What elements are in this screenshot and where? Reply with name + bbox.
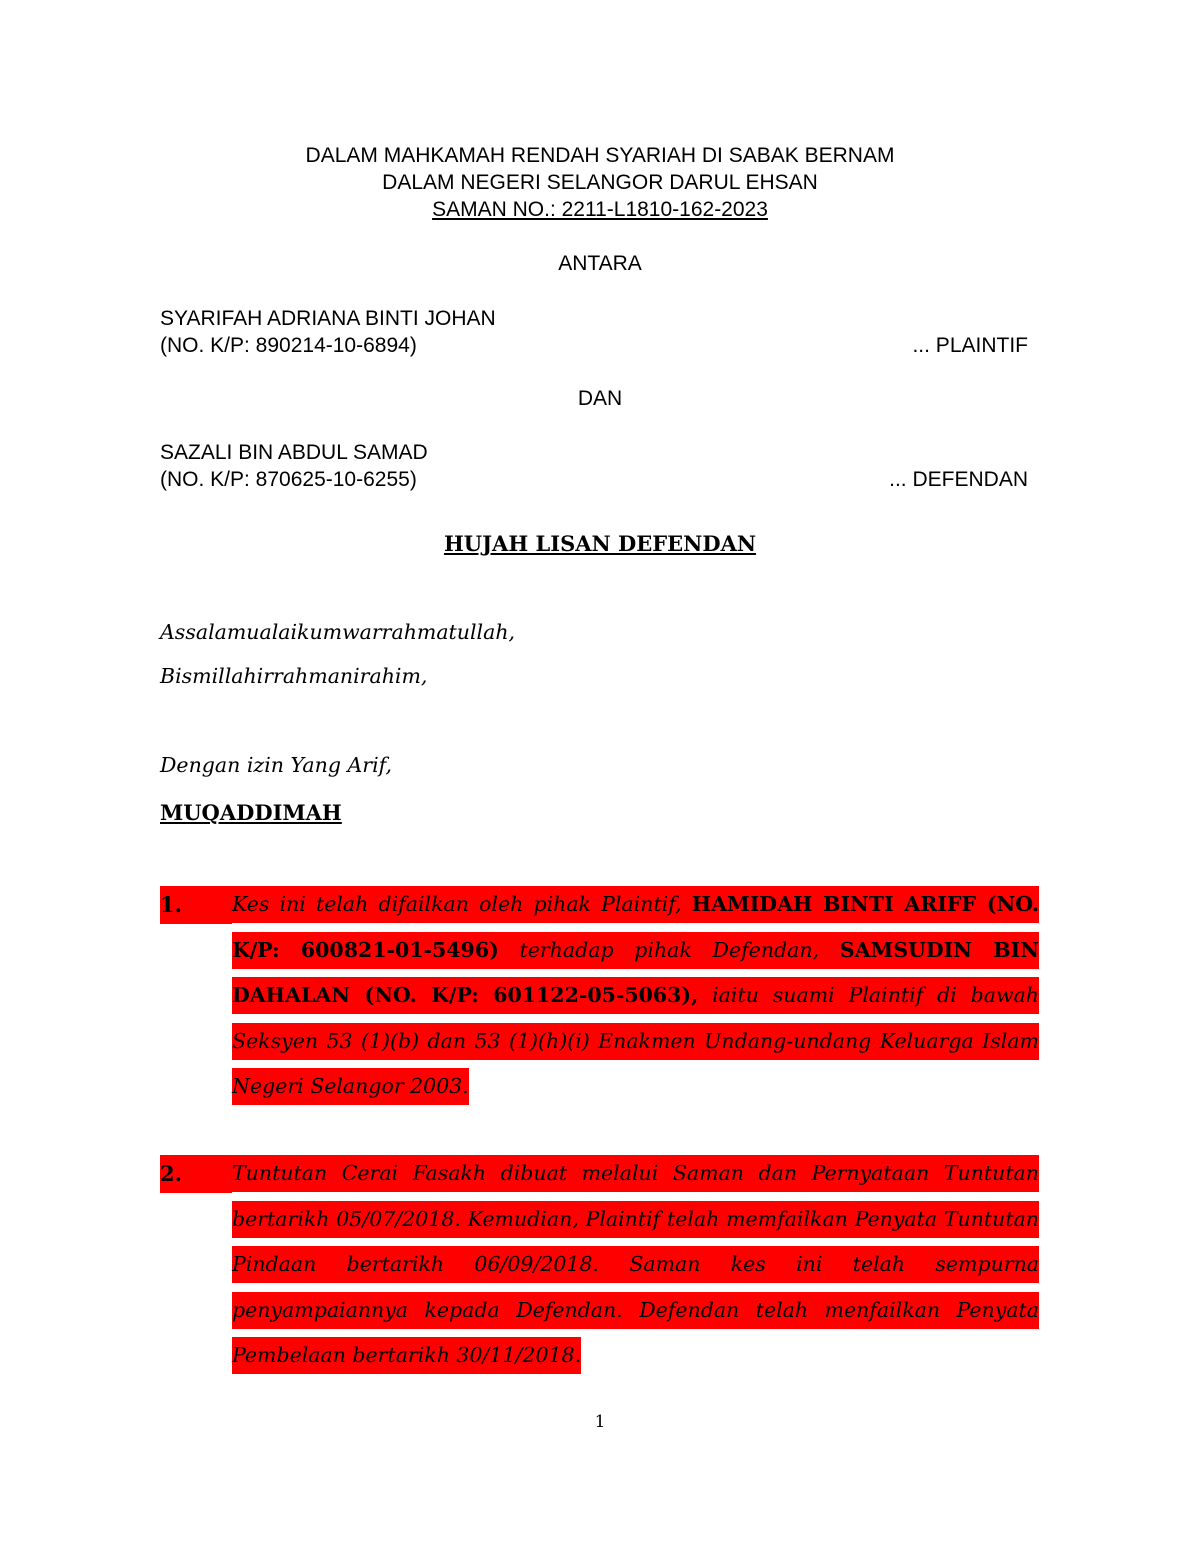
court-name-line2: DALAM NEGERI SELANGOR DARUL EHSAN bbox=[382, 171, 818, 194]
page-number: 1 bbox=[594, 1412, 606, 1432]
case-number: SAMAN NO.: 2211-L1810-162-2023 bbox=[432, 198, 768, 221]
text-segment: terhadap pihak Defendan, bbox=[499, 932, 840, 969]
court-name-line1: DALAM MAHKAMAH RENDAH SYARIAH DI SABAK BERNAM bbox=[305, 144, 895, 167]
defendant-ref: SAMSUDIN BIN DAHALAN (NO. K/P: 601122-05-5063), bbox=[232, 932, 1039, 1015]
greeting-izin: Dengan izin Yang Arif, bbox=[160, 753, 393, 777]
section-heading: MUQADDIMAH bbox=[160, 800, 342, 825]
text-segment: Tuntutan Cerai Fasakh dibuat melalui Saman dan Pernyataan Tuntutan bertarikh 05/07/2018. Kemudian, Plaintif telah memfailkan Penyata Tuntutan Pindaan bertarikh 06/09/2018. Saman kes ini telah sempurna penyampaiannya kepada Defendan. Defendan telah menfailkan Penyata Pembelaan bertarikh 30/11/2018. bbox=[232, 1155, 1039, 1374]
paragraph-number: 1. bbox=[160, 886, 232, 924]
defendant-role: ... DEFENDAN bbox=[889, 468, 1028, 491]
plaintiff-ic: (NO. K/P: 890214-10-6894) bbox=[160, 334, 417, 357]
document-title: HUJAH LISAN DEFENDAN bbox=[443, 531, 757, 556]
plaintiff-ref: HAMIDAH BINTI ARIFF (NO. K/P: 600821-01-5496) bbox=[232, 886, 1039, 969]
defendant-name: SAZALI BIN ABDUL SAMAD bbox=[160, 441, 428, 464]
paragraph-text bbox=[232, 882, 1039, 1110]
paragraph-text bbox=[232, 1151, 1039, 1379]
text-segment: iaitu suami Plaintif di bawah Seksyen 53 (1)(b) dan 53 (1)(h)(i) Enakmen Undang-undang Keluarga Islam Negeri Selangor 2003. bbox=[232, 977, 1039, 1105]
plaintiff-role: ... PLAINTIF bbox=[912, 334, 1028, 357]
plaintiff-name: SYARIFAH ADRIANA BINTI JOHAN bbox=[160, 307, 496, 330]
defendant-ic: (NO. K/P: 870625-10-6255) bbox=[160, 468, 417, 491]
dan-label: DAN bbox=[577, 387, 623, 410]
greeting-salam: Assalamualaikumwarrahmatullah, bbox=[160, 620, 516, 644]
greeting-bismillah: Bismillahirrahmanirahim, bbox=[160, 664, 428, 688]
paragraph-number: 2. bbox=[160, 1155, 232, 1193]
antara-label: ANTARA bbox=[558, 252, 642, 275]
text-segment: Kes ini telah difailkan oleh pihak Plaintif, bbox=[232, 886, 692, 923]
